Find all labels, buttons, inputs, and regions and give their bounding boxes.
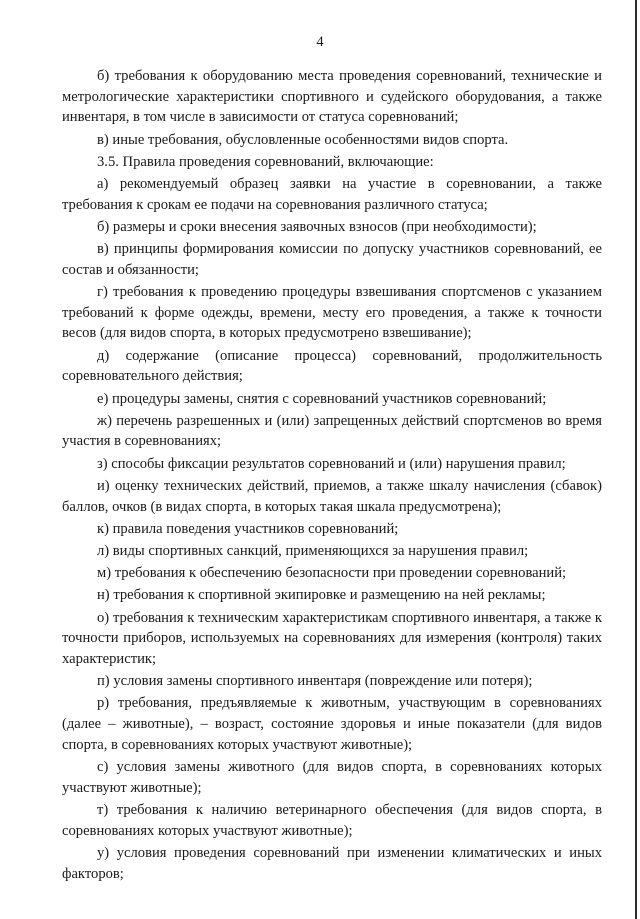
paragraph-z-result-recording: з) способы фиксации результатов соревнований и (или) нарушения правил; (97, 455, 566, 472)
document-body (62, 66, 602, 886)
paragraph-s-animal-replacement: с) условия замены животного (для видов спорта, в соревнованиях которых участвуют животные); (62, 759, 602, 796)
paragraph-3-5-rules-heading: 3.5. Правила проведения соревнований, включающие: (97, 153, 434, 170)
paragraph-d-competition-content: д) содержание (описание процесса) соревнований, продолжительность соревновательного действия; (62, 347, 602, 385)
paragraph-t-veterinary: т) требования к наличию ветеринарного обеспечения (для видов спорта, в соревнованиях которых участвуют животные); (62, 801, 602, 839)
paragraph-zh-permitted-actions: ж) перечень разрешенных и (или) запрещенных действий спортсменов во время участия в соревнованиях; (62, 412, 602, 450)
paragraph-v-other-requirements: в) иные требования, обусловленные особенностями видов спорта. (97, 131, 509, 148)
paragraph-e-replacement-procedures: е) процедуры замены, снятия с соревнований участников соревнований; (97, 390, 547, 407)
paragraph-a-application-form: а) рекомендуемый образец заявки на участие в соревновании, а также требования к срокам ее подачи на соревнования различного статуса; (62, 176, 602, 213)
scan-page-edge (635, 0, 637, 919)
page-number: 4 (316, 34, 324, 50)
paragraph-o-inventory-specs: о) требования к техническим характеристикам спортивного инвентаря, а также к точности приборов, используемых на соревнованиях для измерения (контроля) таких характеристик; (62, 609, 602, 667)
paragraph-v-admission-commission: в) принципы формирования комиссии по допуску участников соревнований, ее состав и обязанности; (62, 241, 602, 278)
paragraph-i-scoring: и) оценку технических действий, приемов, а также шкалу начисления (сбавок) баллов, очков (в видах спорта, в которых такая шкала предусмотрена); (62, 477, 602, 515)
paragraph-k-conduct-rules: к) правила поведения участников соревнований; (97, 520, 399, 537)
paragraph-r-animal-requirements: р) требования, предъявляемые к животным, участвующим в соревнованиях (далее – животные), – возраст, состояние здоровья и иные показатели (для видов спорта, в соревнованиях которых участвуют животные); (62, 695, 602, 753)
paragraph-n-equipment-advertising: н) требования к спортивной экипировке и размещению на ней рекламы; (97, 587, 546, 604)
paragraph-l-sanctions: л) виды спортивных санкций, применяющихся за нарушения правил; (97, 542, 529, 559)
paragraph-b-entry-fees: б) размеры и сроки внесения заявочных взносов (при необходимости); (97, 218, 537, 235)
paragraph-p-inventory-replacement: п) условия замены спортивного инвентаря (повреждение или потеря); (97, 673, 533, 690)
paragraph-b-equipment-requirements: б) требования к оборудованию места проведения соревнований, технические и метрологические характеристики спортивного и судейского оборудования, а также инвентаря, в том числе в зависимости от статуса соревнований; (62, 68, 602, 126)
paragraph-g-weigh-in: г) требования к проведению процедуры взвешивания спортсменов с указанием требований к форме одежды, времени, месту его проведения, а также к точности весов (для видов спорта, в которых предусмотрено взвешивание); (62, 284, 602, 342)
paragraph-u-climate-conditions: у) условия проведения соревнований при изменении климатических и иных факторов; (62, 844, 602, 882)
paragraph-m-safety: м) требования к обеспечению безопасности при проведении соревнований; (97, 565, 567, 582)
